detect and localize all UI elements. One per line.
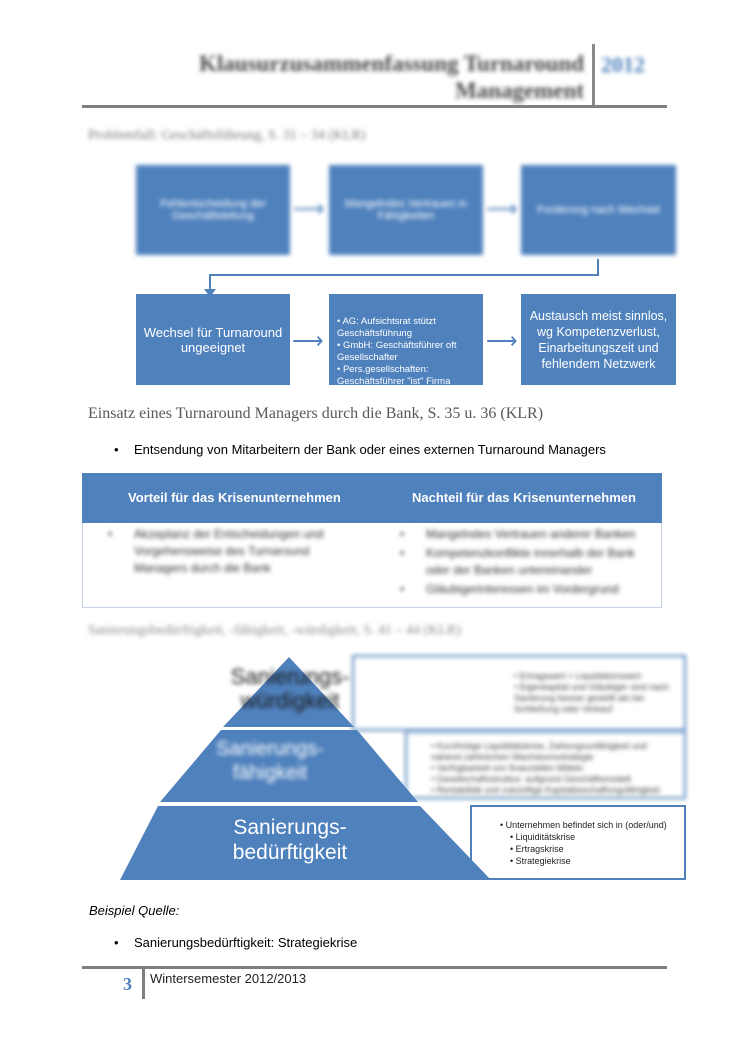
bullet-icon: • [114,442,119,457]
section3-title: Sanierungsbedürftigkeit, -fähigkeit, -würdigkeit, S. 41 – 44 (KLR) [88,623,461,638]
arrow-right-icon: ⟶ [293,196,325,221]
section2-title: Einsatz eines Turnaround Managers durch die Bank, S. 35 u. 36 (KLR) [88,405,544,422]
callout-bottom [470,805,686,880]
bullet-icon: • [114,935,119,950]
list-item: • Akzeptanz der Entscheidungen und Vorgehensweise des Turnaround Managers durch die Bank [108,527,324,575]
header-divider [592,44,595,106]
arrow-right-icon: ⟶ [486,328,518,353]
table-header-col1: Vorteil für das Krisenunternehmen [128,490,341,505]
list-item: • Pers.gesellschaften: Geschäftsführer "ist" Firma [337,364,451,385]
flow-box-3: Forderung nach Wechsel [521,165,676,255]
table-cell-col1 [108,526,348,577]
list-item: • Liquiditätskrise [510,832,576,842]
section1-title: Problemfall: Geschäftsführung, S. 31 – 34 (KLR) [88,128,366,143]
list-item: • AG: Aufsichtsrat stützt Geschäftsführung [337,316,436,339]
pyramid-bottom-label: Sanierungs-bedürftigkeit [232,816,348,864]
header-rule [82,105,667,108]
header-year: 2012 [601,52,645,77]
list-item: • Verfügbarkeit von finanziellen Mitteln [431,763,584,773]
list-item: • Gläubigerinteressen im Vordergrund [400,582,619,596]
flow-box-5 [329,294,483,385]
list-item: • Mangelndes Vertrauen anderer Banken [400,527,636,541]
arrow-right-icon: ⟶ [292,328,324,353]
table-cell-col2 [400,526,650,598]
table-header-col2: Nachteil für das Krisenunternehmen [412,490,636,505]
list-item: • Rentabilität und zukünftige Kapitalbeschaffungsfähigkeit [431,785,660,795]
callout-bottom-title: • Unternehmen befindet sich in (oder/und) [500,820,667,830]
list-item: • Kurzfristige Liquiditätskrise, Zahlungsunfähigkeit und nahend zahlreichen Wachstumsstrategie [431,741,647,762]
page-number: 3 [123,974,132,994]
footer-semester: Wintersemester 2012/2013 [150,971,307,986]
list-item: • Kompetenzkonflikte innerhalb der Bank oder der Banken untereinander [400,546,635,577]
bullet-item: • Sanierungsbedürftigkeit: Strategiekrise [114,935,358,950]
list-item: • Eigenkapital und Gläubiger sind nach Sanierung besser gestellt als bei Schließung oder Verkauf [514,682,669,714]
pyramid-middle-label: Sanierungs-fähigkeit [216,738,324,784]
footer-divider [142,969,145,999]
flow-box-4: Wechsel für Turnaround ungeeignet [136,294,290,385]
footer-rule [82,966,667,969]
arrow-right-icon: ⟶ [486,196,518,221]
document-header-title [199,50,584,104]
list-item: • GmbH: Geschäftsführer oft Gesellschafter [337,340,457,363]
flow-box-6: Austausch meist sinnlos, wg Kompetenzverlust, Einarbeitungszeit und fehlendem Netzwerk [521,294,676,385]
pyramid-top-label: Sanierungs-würdigkeit [230,664,350,713]
example-label: Beispiel Quelle: [89,903,180,918]
list-item: • Gesellschaftsstruktur: aufgrund Geschäftsmodell [431,774,631,784]
list-item: • Strategiekrise [510,856,571,866]
header-title-line1: Klausurzusammenfassung Turnaround [199,51,584,76]
list-item: • Ertragswert > Liquidationswert [514,671,641,681]
bullet-item: • Entsendung von Mitarbeitern der Bank oder eines externen Turnaround Managers [114,442,606,457]
flow-box-1: Fehlentscheidung der Geschäftsleitung [136,165,290,255]
flow-box-2: Mangelndes Vertrauen in Fähigkeiten [329,165,483,255]
header-title-line2: Management [454,78,584,103]
table-header-row [82,473,662,523]
list-item: • Ertragskrise [510,844,564,854]
